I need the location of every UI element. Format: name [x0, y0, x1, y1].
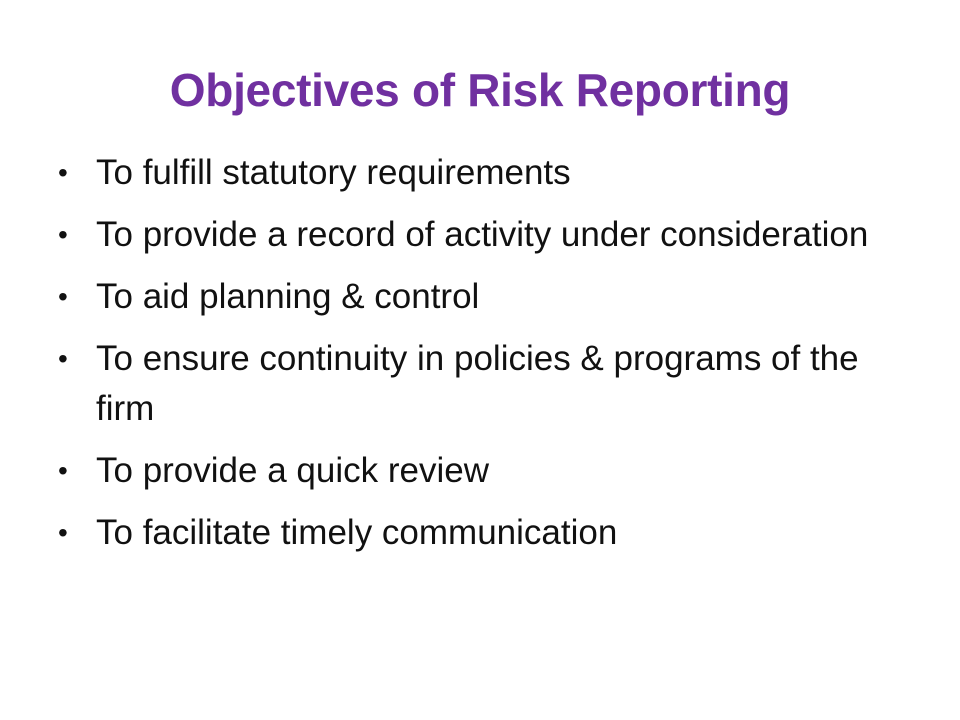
bullet-item [56, 272, 926, 322]
bullet-item [56, 334, 926, 434]
bullet-list [56, 148, 926, 570]
bullet-item [56, 210, 926, 260]
slide-title: Objectives of Risk Reporting [169, 64, 791, 116]
bullet-text: To aid planning & control [96, 277, 480, 316]
bullet-icon: • [58, 343, 68, 374]
bullet-icon: • [58, 455, 68, 486]
bullet-icon: • [58, 281, 68, 312]
bullet-item [56, 148, 926, 198]
bullet-text: To facilitate timely communication [96, 513, 618, 552]
bullet-text: To provide a record of activity under consideration [96, 215, 869, 254]
bullet-icon: • [58, 157, 68, 188]
bullet-text: To ensure continuity in policies & programs of the firm [96, 339, 859, 428]
bullet-text: To fulfill statutory requirements [96, 153, 571, 192]
bullet-item [56, 446, 926, 496]
bullet-icon: • [58, 219, 68, 250]
bullet-text: To provide a quick review [96, 451, 489, 490]
bullet-item [56, 508, 926, 558]
bullet-icon: • [58, 517, 68, 548]
